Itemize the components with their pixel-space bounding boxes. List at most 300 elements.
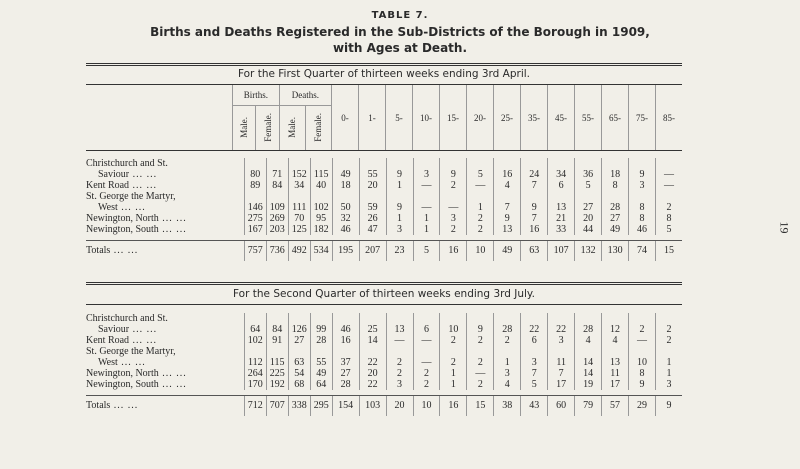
- table-cell: 22: [359, 379, 386, 390]
- table-cell: [629, 346, 656, 357]
- leader-dots: ... ...: [129, 169, 158, 180]
- table-cell: 20: [359, 180, 386, 191]
- table-cell: 5: [521, 379, 548, 390]
- table-cell: 28: [575, 324, 602, 335]
- header-deaths-female: Female.: [305, 106, 331, 151]
- table-cell: [440, 313, 467, 324]
- table-cell: 2: [655, 335, 682, 346]
- table-cell: —: [413, 335, 440, 346]
- header-age: 5-: [386, 85, 413, 150]
- table-cell: [467, 158, 494, 169]
- table-cell: 15: [467, 396, 494, 417]
- table-cell: [332, 313, 359, 324]
- table-cell: 34: [288, 180, 310, 191]
- table-cell: [494, 191, 521, 202]
- row-label: [86, 379, 244, 390]
- table-cell: 2: [467, 357, 494, 368]
- table-cell: 28: [602, 202, 629, 213]
- table-cell: 736: [266, 241, 288, 262]
- table-cell: 2: [467, 379, 494, 390]
- table-row: [86, 202, 682, 213]
- table-cell: 4: [494, 180, 521, 191]
- table-cell: 712: [244, 396, 266, 417]
- table-cell: 11: [548, 357, 575, 368]
- table-cell: 55: [310, 357, 332, 368]
- title-line-1: Births and Deaths Registered in the Sub-Districts of the Borough in 1909,: [150, 25, 650, 39]
- table-cell: 3: [655, 379, 682, 390]
- table-cell: 19: [575, 379, 602, 390]
- table-cell: 11: [602, 368, 629, 379]
- table-cell: 102: [244, 335, 266, 346]
- table-cell: 5: [467, 169, 494, 180]
- table-cell: 2: [655, 202, 682, 213]
- table-cell: [288, 191, 310, 202]
- table-cell: [521, 346, 548, 357]
- table-cell: 71: [266, 169, 288, 180]
- table-cell: 9: [655, 396, 682, 417]
- leader-dots: ... ...: [117, 202, 146, 213]
- heading-rule-2: [86, 304, 682, 305]
- table-cell: 46: [332, 324, 359, 335]
- table-cell: 16: [440, 396, 467, 417]
- table-cell: 2: [413, 379, 440, 390]
- table-cell: 1: [386, 213, 413, 224]
- table-cell: 152: [288, 169, 310, 180]
- table-cell: 3: [386, 379, 413, 390]
- table-cell: 1: [440, 379, 467, 390]
- table-cell: 68: [288, 379, 310, 390]
- table-cell: 34: [548, 169, 575, 180]
- table-cell: 55: [359, 169, 386, 180]
- table-cell: [310, 346, 332, 357]
- table-row: [86, 213, 682, 224]
- table-cell: 3: [413, 169, 440, 180]
- header-age: 85-: [656, 85, 683, 150]
- table-cell: 28: [332, 379, 359, 390]
- table-cell: 9: [521, 202, 548, 213]
- totals-row: [86, 396, 682, 417]
- table-cell: 63: [521, 241, 548, 262]
- quarter1-table: [86, 158, 682, 261]
- table-cell: 8: [629, 202, 656, 213]
- table-cell: [266, 191, 288, 202]
- table-cell: 8: [629, 213, 656, 224]
- table-cell: 33: [548, 224, 575, 235]
- table-cell: 84: [266, 324, 288, 335]
- table-cell: 2: [413, 368, 440, 379]
- header-age: 20-: [467, 85, 494, 150]
- row-label: [86, 169, 244, 180]
- header-age: 25-: [494, 85, 521, 150]
- table-cell: 182: [310, 224, 332, 235]
- table-cell: 80: [244, 169, 266, 180]
- page-number: 19: [777, 221, 792, 234]
- table-cell: 7: [521, 180, 548, 191]
- table-cell: 15: [655, 241, 682, 262]
- table-cell: 27: [575, 202, 602, 213]
- table-cell: 10: [467, 241, 494, 262]
- quarter2-heading: For the Second Quarter of thirteen weeks ending 3rd July.: [233, 288, 535, 300]
- table-cell: 16: [332, 335, 359, 346]
- table-cell: [386, 191, 413, 202]
- table-cell: [266, 313, 288, 324]
- row-label-text: West: [98, 202, 118, 213]
- row-label: [86, 313, 244, 324]
- table-cell: 47: [359, 224, 386, 235]
- table-cell: —: [467, 368, 494, 379]
- table-cell: 95: [310, 213, 332, 224]
- row-label: [86, 368, 244, 379]
- table-cell: 207: [359, 241, 386, 262]
- row-label-text: Saviour: [98, 324, 130, 335]
- table-cell: 3: [494, 368, 521, 379]
- table-cell: 6: [413, 324, 440, 335]
- table-cell: —: [386, 335, 413, 346]
- table-cell: 49: [602, 224, 629, 235]
- header-age: 0-: [332, 85, 359, 150]
- table-row: [86, 368, 682, 379]
- table-cell: 12: [602, 324, 629, 335]
- table-cell: —: [413, 180, 440, 191]
- table-cell: 89: [244, 180, 266, 191]
- table-cell: —: [629, 335, 656, 346]
- table-cell: 26: [359, 213, 386, 224]
- table-cell: 132: [575, 241, 602, 262]
- table-cell: [359, 346, 386, 357]
- table-cell: [386, 313, 413, 324]
- table-row: [86, 346, 682, 357]
- table-row: [86, 335, 682, 346]
- table-cell: 22: [548, 324, 575, 335]
- table-cell: 49: [332, 169, 359, 180]
- table-cell: 49: [494, 241, 521, 262]
- table-cell: 2: [440, 180, 467, 191]
- leader-dots: ... ...: [129, 324, 158, 335]
- table-cell: 13: [386, 324, 413, 335]
- table-cell: [467, 313, 494, 324]
- header-age: 75-: [629, 85, 656, 150]
- table-cell: 2: [629, 324, 656, 335]
- table-cell: [266, 158, 288, 169]
- table-cell: 10: [440, 324, 467, 335]
- middle-rule: [86, 282, 682, 285]
- row-label-text: Newington, South: [86, 224, 159, 235]
- table-cell: [602, 191, 629, 202]
- table-cell: 57: [602, 396, 629, 417]
- table-cell: [467, 346, 494, 357]
- table-row: [86, 180, 682, 191]
- table-row: [86, 158, 682, 169]
- table-row: [86, 379, 682, 390]
- table-cell: 17: [602, 379, 629, 390]
- row-label-text: St. George the Martyr,: [86, 346, 176, 357]
- row-label-text: St. George the Martyr,: [86, 191, 176, 202]
- table-cell: 112: [244, 357, 266, 368]
- table-cell: [359, 313, 386, 324]
- table-cell: 74: [629, 241, 656, 262]
- table-cell: [575, 158, 602, 169]
- table-cell: 2: [386, 368, 413, 379]
- table-cell: [629, 191, 656, 202]
- row-label-text: Newington, North: [86, 213, 159, 224]
- table-cell: 102: [310, 202, 332, 213]
- header-age: 10-: [413, 85, 440, 150]
- table-cell: [440, 346, 467, 357]
- table-cell: [310, 313, 332, 324]
- row-label-text: West: [98, 357, 118, 368]
- table-cell: [548, 346, 575, 357]
- table-cell: 10: [629, 357, 656, 368]
- row-label-text: Totals: [86, 245, 111, 256]
- table-cell: 18: [332, 180, 359, 191]
- table-cell: 2: [440, 357, 467, 368]
- table-cell: 43: [521, 396, 548, 417]
- row-label-text: Christchurch and St.: [86, 158, 168, 169]
- table-cell: 1: [655, 368, 682, 379]
- table-cell: 275: [244, 213, 266, 224]
- table-cell: 707: [266, 396, 288, 417]
- table-row: [86, 357, 682, 368]
- table-cell: [310, 158, 332, 169]
- table-cell: 50: [332, 202, 359, 213]
- table-cell: 28: [494, 324, 521, 335]
- header-age: 35-: [521, 85, 548, 150]
- row-label: [86, 335, 244, 346]
- table-cell: 126: [288, 324, 310, 335]
- table-cell: [602, 346, 629, 357]
- table-cell: 28: [310, 335, 332, 346]
- table-cell: [655, 346, 682, 357]
- table-cell: [413, 313, 440, 324]
- totals-label: [86, 396, 244, 417]
- table-cell: 27: [332, 368, 359, 379]
- table-cell: [655, 313, 682, 324]
- table-cell: [332, 191, 359, 202]
- table-cell: 46: [332, 224, 359, 235]
- table-cell: 146: [244, 202, 266, 213]
- table-cell: 21: [548, 213, 575, 224]
- table-cell: 3: [548, 335, 575, 346]
- table-cell: 167: [244, 224, 266, 235]
- header-blank: [86, 85, 233, 150]
- table-cell: [521, 313, 548, 324]
- table-cell: [655, 191, 682, 202]
- table-cell: 54: [288, 368, 310, 379]
- table-cell: 7: [521, 213, 548, 224]
- row-label: [86, 346, 244, 357]
- table-cell: 24: [521, 169, 548, 180]
- table-cell: 2: [467, 213, 494, 224]
- table-cell: 2: [655, 324, 682, 335]
- table-cell: [494, 346, 521, 357]
- table-cell: 64: [244, 324, 266, 335]
- table-cell: 6: [548, 180, 575, 191]
- table-cell: [548, 158, 575, 169]
- table-cell: [440, 158, 467, 169]
- table-cell: 1: [494, 357, 521, 368]
- table-cell: 2: [494, 335, 521, 346]
- row-label-text: Newington, North: [86, 368, 159, 379]
- table-cell: 7: [494, 202, 521, 213]
- table-cell: 64: [310, 379, 332, 390]
- table-cell: [494, 313, 521, 324]
- table-cell: 29: [629, 396, 656, 417]
- table-cell: [548, 191, 575, 202]
- table-cell: 115: [266, 357, 288, 368]
- header-births: Births.: [233, 85, 280, 106]
- table-cell: 4: [575, 335, 602, 346]
- table-cell: 63: [288, 357, 310, 368]
- table-cell: 8: [629, 368, 656, 379]
- table-cell: 8: [602, 180, 629, 191]
- table-cell: 16: [521, 224, 548, 235]
- table-cell: 2: [467, 335, 494, 346]
- table-cell: —: [413, 202, 440, 213]
- table-cell: 8: [655, 213, 682, 224]
- row-label: [86, 213, 244, 224]
- leader-dots: ... ...: [158, 379, 187, 390]
- table-cell: 154: [332, 396, 359, 417]
- table-cell: 27: [602, 213, 629, 224]
- table-cell: 5: [575, 180, 602, 191]
- title-line-2: with Ages at Death.: [332, 41, 468, 55]
- table-cell: 27: [288, 335, 310, 346]
- table-cell: [386, 158, 413, 169]
- table-cell: 7: [521, 368, 548, 379]
- header-age: 15-: [440, 85, 467, 150]
- table-cell: 2: [467, 224, 494, 235]
- table-cell: 7: [548, 368, 575, 379]
- table-cell: [575, 191, 602, 202]
- table-cell: 25: [359, 324, 386, 335]
- table-cell: —: [467, 180, 494, 191]
- table-cell: 111: [288, 202, 310, 213]
- table-row: [86, 169, 682, 180]
- table-cell: 125: [288, 224, 310, 235]
- table-cell: 2: [440, 224, 467, 235]
- table-cell: 5: [413, 241, 440, 262]
- table-cell: 492: [288, 241, 310, 262]
- table-cell: 37: [332, 357, 359, 368]
- table-cell: 9: [629, 169, 656, 180]
- table-cell: [332, 346, 359, 357]
- row-label-text: Christchurch and St.: [86, 313, 168, 324]
- table-cell: 38: [494, 396, 521, 417]
- table-row: [86, 324, 682, 335]
- leader-dots: ... ...: [158, 224, 187, 235]
- table-cell: 20: [359, 368, 386, 379]
- row-label: [86, 324, 244, 335]
- table-cell: 4: [494, 379, 521, 390]
- table-cell: [655, 158, 682, 169]
- table-cell: 14: [575, 368, 602, 379]
- table-cell: 9: [467, 324, 494, 335]
- header-age: 65-: [602, 85, 629, 150]
- table-cell: [413, 191, 440, 202]
- table-cell: [602, 313, 629, 324]
- table-cell: 170: [244, 379, 266, 390]
- table-row: [86, 191, 682, 202]
- table-cell: 13: [548, 202, 575, 213]
- table-cell: 2: [386, 357, 413, 368]
- table-cell: 2: [440, 335, 467, 346]
- table-cell: 9: [386, 202, 413, 213]
- totals-label: [86, 241, 244, 262]
- row-label-text: Saviour: [98, 169, 130, 180]
- table-cell: 13: [602, 357, 629, 368]
- leader-dots: ... ...: [129, 335, 158, 346]
- table-cell: 20: [575, 213, 602, 224]
- table-cell: [266, 346, 288, 357]
- column-headers: [86, 85, 682, 150]
- table-cell: [244, 313, 266, 324]
- row-label: [86, 224, 244, 235]
- quarter2-table: [86, 313, 682, 416]
- table-cell: 338: [288, 396, 310, 417]
- table-cell: [521, 191, 548, 202]
- table-cell: 23: [386, 241, 413, 262]
- table-cell: 103: [359, 396, 386, 417]
- table-cell: —: [440, 202, 467, 213]
- header-deaths: Deaths.: [279, 85, 331, 106]
- leader-dots: ... ...: [117, 357, 146, 368]
- header-age: 55-: [575, 85, 602, 150]
- table-cell: [244, 158, 266, 169]
- table-cell: [440, 191, 467, 202]
- table-row: [86, 224, 682, 235]
- table-cell: [288, 313, 310, 324]
- header-births-male: Male.: [233, 106, 256, 151]
- table-cell: 192: [266, 379, 288, 390]
- table-cell: 49: [310, 368, 332, 379]
- table-cell: —: [655, 180, 682, 191]
- row-label: [86, 357, 244, 368]
- table-cell: [244, 191, 266, 202]
- table-cell: 1: [413, 224, 440, 235]
- row-label-text: Totals: [86, 400, 111, 411]
- header-bottom-rule: [86, 150, 682, 151]
- table-cell: [288, 158, 310, 169]
- table-cell: —: [655, 169, 682, 180]
- table-cell: 3: [386, 224, 413, 235]
- row-label-text: Kent Road: [86, 335, 130, 346]
- table-cell: 3: [629, 180, 656, 191]
- table-cell: —: [413, 357, 440, 368]
- table-cell: 130: [602, 241, 629, 262]
- table-cell: 84: [266, 180, 288, 191]
- table-cell: 99: [310, 324, 332, 335]
- table-cell: 14: [575, 357, 602, 368]
- leader-dots: ... ...: [129, 180, 158, 191]
- table-cell: [629, 313, 656, 324]
- table-cell: [244, 346, 266, 357]
- table-cell: 1: [467, 202, 494, 213]
- table-cell: 115: [310, 169, 332, 180]
- table-label: TABLE 7.: [371, 10, 429, 21]
- table-cell: 3: [521, 357, 548, 368]
- table-cell: 32: [332, 213, 359, 224]
- table-cell: [359, 158, 386, 169]
- top-rule: [86, 63, 682, 66]
- table-cell: 36: [575, 169, 602, 180]
- table-cell: 59: [359, 202, 386, 213]
- row-label-text: Kent Road: [86, 180, 130, 191]
- quarter1-heading: For the First Quarter of thirteen weeks ending 3rd April.: [237, 68, 531, 80]
- leader-dots: ... ...: [110, 400, 139, 411]
- table-cell: 9: [386, 169, 413, 180]
- table-cell: [494, 158, 521, 169]
- table-cell: 79: [575, 396, 602, 417]
